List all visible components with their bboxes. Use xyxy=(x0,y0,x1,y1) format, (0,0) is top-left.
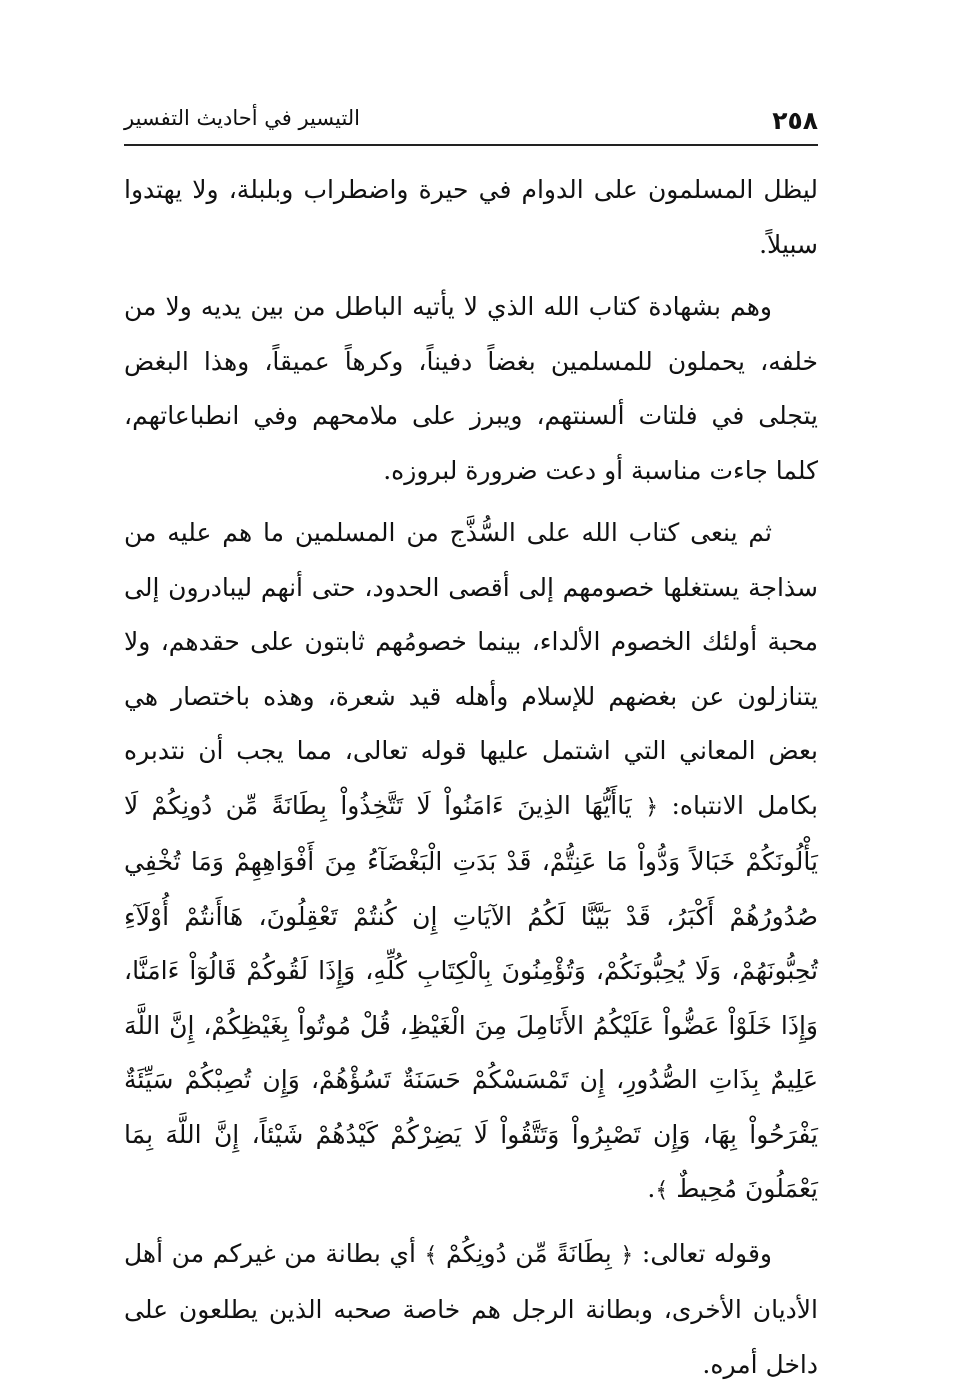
paragraph-2: وهم بشهادة كتاب الله الذي لا يأتيه الباطل من بين يديه ولا من خلفه، يحملون للمسلمين بغضاً دفيناً، وكرهاً عميقاً، وهذا البغض يتجلى في فلتات ألسنتهم، ويبرز على ملامحهم وفي انطباعاتهم، كلما جاءت مناسبة أو دعت ضرورة لبروزه. xyxy=(124,292,818,485)
quran-close-bracket: ﴾ xyxy=(655,1178,669,1203)
page-number: ٢٥٨ xyxy=(772,106,818,135)
paragraph-3 xyxy=(124,506,818,1219)
paragraph-4-intro: وقوله تعالى: xyxy=(641,1238,772,1268)
quran-open-bracket: ﴿ xyxy=(645,794,659,820)
quran-close-bracket: ﴾ xyxy=(424,1242,438,1268)
paragraph-4 xyxy=(124,1227,818,1393)
quran-verse: يَاأَيُّهَا الذِينَ ءَامَنُواْ لَا تَتَّخِذُواْ بِطَانَةً مِّن دُونِكُمْ لَا يَأْلُونَكُمْ خَبَالاً وَدُّواْ مَا عَنِتُّمْ، قَدْ بَدَتِ الْبَغْضَآءُ مِنَ أَفْوَاهِهِمْ وَمَا تُخْفِي صُدُورُهُمْ أَكْبَرُ، قَدْ بَيَّنَّا لَكُمُ الآيَاتِ إِن كُنتُمْ تَعْقِلُونَ، هَاأَنتُمْ أُوْلَآءِ تُحِبُّونَهُمْ، وَلَا يُحِبُّونَكُمْ، وَتُؤْمِنُونَ بِالْكِتَابِ كُلِّهِ، وَإِذَا لَقُوكُمْ قَالُوٓاْ ءَامَنَّا، وَإِذَا خَلَوْاْ عَضُّواْ عَلَيْكُمُ الأَنَامِلَ مِنَ الْغَيْظِ، قُلْ مُوتُواْ بِغَيْظِكُمْ، إِنَّ اللَّهَ عَلِيمٌ بِذَاتِ الصُّدُورِ، إِن تَمْسَسْكُمْ حَسَنَةٌ تَسُؤْهُمْ، وَإِن تُصِبْكُمْ سَيِّئَةٌ يَفْرَحُواْ بِهَا، وَإِن تَصْبِرُواْ وَتَتَّقُواْ لَا يَضِرْكُمْ كَيْدُهُمْ شَيْئاً، إِنَّ اللَّهَ بِمَا يَعْمَلُونَ مُحِيطٌ xyxy=(124,790,818,1203)
quran-quote: بِطَانَةً مِّن دُونِكُمْ xyxy=(446,1238,612,1268)
paragraph-1: ليظل المسلمون على الدوام في حيرة واضطراب وبلبلة، ولا يهتدوا سبيلاً. xyxy=(124,175,818,259)
page-body xyxy=(124,163,818,1400)
page-header xyxy=(124,104,818,146)
running-title: التيسير في أحاديث التفسير xyxy=(124,106,361,130)
paragraph-4-explanation: أي بطانة من غيركم من أهل الأديان الأخرى، وبطانة الرجل هم خاصة صحبه الذين يطلعون على داخل أمره. xyxy=(124,1238,818,1379)
paragraph-3-end: . xyxy=(647,1174,656,1203)
quran-open-bracket: ﴿ xyxy=(620,1242,634,1268)
paragraph-3-intro: ثم ينعى كتاب الله على السُّذَّج من المسلمين ما هم عليه من سذاجة يستغلها خصومهم إلى أقصى الحدود، حتى أنهم ليبادرون إلى محبة أولئك الخصوم الألداء، بينما خصومُهم ثابتون على حقدهم، ولا يتنازلون عن بغضهم للإسلام وأهله قيد شعرة، وهذه باختصار هي بعض المعاني التي اشتمل عليها قوله تعالى، مما يجب أن نتدبره بكامل الانتباه: xyxy=(124,518,818,820)
